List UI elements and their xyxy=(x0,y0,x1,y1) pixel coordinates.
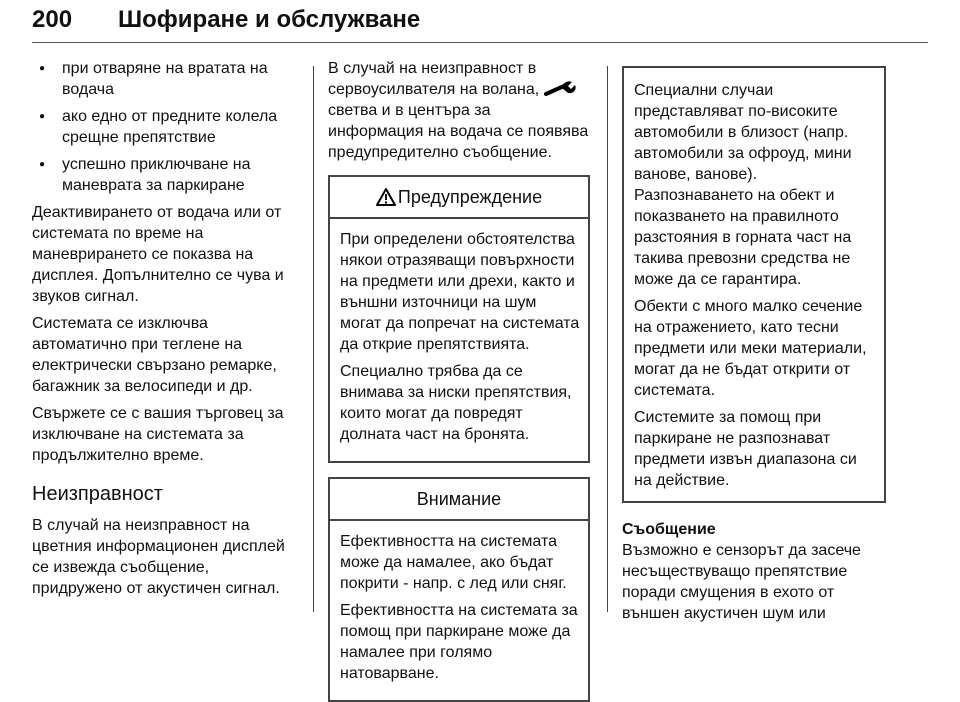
warning-body xyxy=(330,219,588,461)
column-divider-1 xyxy=(313,66,314,612)
caution-box xyxy=(328,477,590,702)
list-item: ● ако едно от предните колела срещне препятствие xyxy=(32,106,294,148)
paragraph: Деактивирането от водача или от системата по време на маневрирането се показва на дисплея. Допълнително се чува и звуков сигнал. xyxy=(32,204,284,305)
column-divider-2 xyxy=(607,66,608,612)
page-header xyxy=(32,6,928,50)
warning-title: Предупреждение xyxy=(397,186,543,207)
paragraph: В случай на неизправност на цветния информационен дисплей се извежда съобщение, придружено от акустичен сигнал. xyxy=(32,517,285,597)
paragraph: Ефективността на системата може да намалее, ако бъдат покрити - напр. с лед или сняг. xyxy=(340,533,567,592)
paragraph: При определени обстоятелства някои отразяващи повърхности на предмети или дрехи, както и външни източници на шум могат да попречат на системата да открие препятствията. xyxy=(340,231,580,353)
warning-box xyxy=(328,175,590,463)
warning-header xyxy=(330,177,588,219)
paragraph: Системите за помощ при паркиране не разпознават предмети извън диапазона си на действие. xyxy=(634,409,857,489)
caution-body xyxy=(330,521,588,700)
intro-text: В случай на неизправност в сервоусилвателя на волана, xyxy=(328,60,540,98)
condition-list xyxy=(32,58,294,196)
special-cases-box xyxy=(622,66,886,503)
page-title: Шофиране и обслужване xyxy=(118,6,421,33)
paragraph: Обекти с много малко сечение на отражението, като тесни предмети или меки материали, могат да не бъдат открити от системата. xyxy=(634,298,867,399)
warning-triangle-icon xyxy=(376,188,396,206)
column-3 xyxy=(622,66,886,630)
paragraph: Системата се изключва автоматично при теглене на електрически свързано ремарке, багажник за велосипеди и др. xyxy=(32,315,277,395)
intro-text-continued: светва и в центъра за информация на водача се появява предупредително съобщение. xyxy=(328,102,589,161)
caution-header xyxy=(330,479,588,521)
paragraph: Специални случаи представляват по-високите автомобили в близост (напр. автомобили за офроуд, мини ванове, ванове). Разпознаването на обект и показването на правилното разстояния в горната част на такива превозни средства не може да се гарантира. xyxy=(634,82,852,288)
paragraph: Свържете се с вашия търговец за изключване на системата за продължително време. xyxy=(32,405,284,464)
paragraph: Специално трябва да се внимава за ниски препятствия, които могат да повредят долната част на бронята. xyxy=(340,363,572,443)
column-2 xyxy=(328,58,590,702)
caution-title: Внимание xyxy=(416,488,502,509)
note-section xyxy=(622,519,886,624)
list-item: ● успешно приключване на маневрата за паркиране xyxy=(32,154,294,196)
paragraph: Възможно е сензорът да засече несъществуващо препятствие поради смущения в ехото от външен акустичен шум или xyxy=(622,542,861,622)
paragraph: Ефективността на системата за помощ при паркиране може да намалее при голямо натоварване. xyxy=(340,602,578,682)
section-heading: Неизправност xyxy=(32,483,163,505)
list-item: ● при отваряне на вратата на водача xyxy=(32,58,294,100)
note-heading: Съобщение xyxy=(622,521,716,538)
wrench-icon xyxy=(544,80,578,96)
column-1 xyxy=(32,58,294,605)
intro-paragraph xyxy=(328,58,590,163)
page-number: 200 xyxy=(32,6,73,33)
header-rule xyxy=(32,42,928,43)
